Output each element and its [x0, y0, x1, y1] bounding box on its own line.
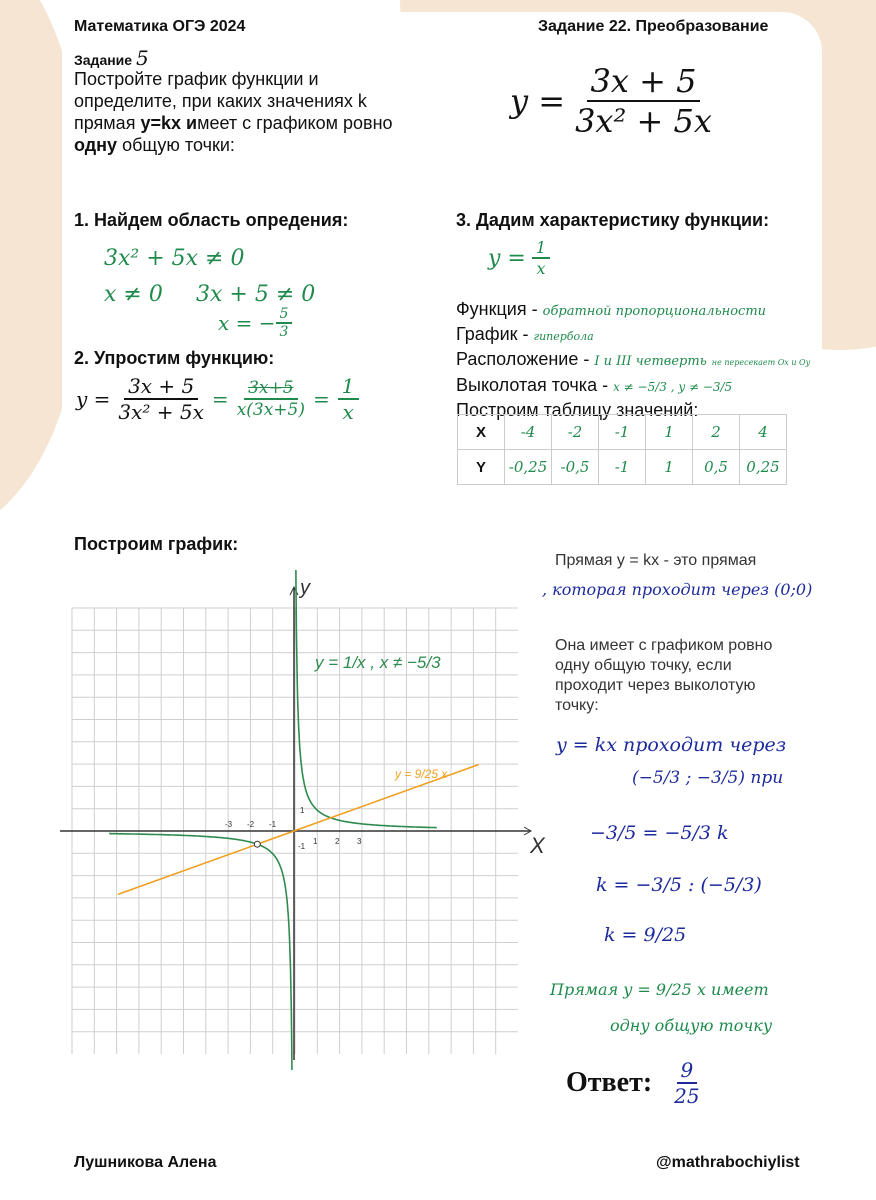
cell: X [458, 415, 505, 450]
table-title: Построим таблицу значений: [456, 400, 699, 420]
right-eq3: k = 9/25 [604, 924, 687, 946]
answer-label: Ответ: [566, 1067, 653, 1098]
table-row [458, 415, 787, 450]
domain-line-4: x = − $\frac{5}{3}$ [218, 306, 292, 340]
punctured-point [254, 841, 260, 847]
x-tick-label: -3 [225, 820, 233, 829]
char-row: Выколотая точка - x ≠ −5/3 , y ≠ −3/5 [456, 375, 733, 395]
graph-title: Построим график: [74, 534, 239, 554]
line-y-kx [118, 764, 479, 894]
section1-title: 1. Найдем область опредения: [74, 210, 349, 230]
curve-label: y = 1/x , x ≠ −5/3 [315, 653, 441, 672]
cell: -0,25 [505, 450, 552, 485]
cell: -2 [552, 415, 599, 450]
x-tick-label: -2 [247, 820, 255, 829]
cell: 1 [646, 415, 693, 450]
y-tick-label: 1 [300, 806, 305, 815]
cell: 2 [693, 415, 740, 450]
right-hw1: y = kx проходит через [556, 734, 787, 756]
y-axis-label: y [300, 577, 310, 599]
right-eq2: k = −3/5 : (−5/3) [596, 874, 762, 896]
x-tick-label: -1 [269, 820, 277, 829]
char-row: Расположение - I и III четверть не пересекает Ox и Oy [456, 349, 811, 369]
char-row: График - гипербола [456, 324, 594, 344]
y-tick-label: -1 [298, 842, 306, 851]
x-tick-label: 3 [357, 837, 362, 846]
function-type-formula: y = $\frac{1}{x}$ [488, 238, 550, 278]
char-row: Функция - обратной пропорциональности [456, 299, 767, 319]
cell: -0,5 [552, 450, 599, 485]
cell: -4 [505, 415, 552, 450]
header-left: Математика ОГЭ 2024 [74, 18, 246, 35]
values-table [457, 414, 787, 485]
table-row [458, 450, 787, 485]
section2-title: 2. Упростим функцию: [74, 348, 275, 368]
task-label: Задание 5 [74, 46, 149, 70]
hyperbola-branch-3 [109, 834, 292, 1070]
answer [566, 1058, 700, 1108]
cell: 1 [646, 450, 693, 485]
characteristics [456, 298, 810, 422]
x-tick-label: 1 [313, 837, 318, 846]
conclusion-1: Прямая y = 9/25 x имеет [550, 980, 769, 999]
simplification: y = $\frac{3x + 5}{\text{3x² + 5x}}$ = $\frac{3x+5}{x(3x+5)}$ = $\frac{1}{x}$ [76, 374, 359, 424]
main-formula: y = $\frac{3x + 5}{\text{3x² + 5x}}$ [510, 62, 712, 140]
task-text: Постройте график функции и определите, при каких значениях k прямая y=kx имеет с графиком ровно одну общую точки: [74, 69, 393, 155]
footer-handle: @mathrabochiylist [656, 1154, 800, 1171]
line-label: y = 9/25 x [395, 767, 448, 781]
right-p1-hw: , которая проходит через (0;0) [542, 580, 813, 599]
cell: 4 [740, 415, 787, 450]
conclusion-2: одну общую точку [610, 1016, 773, 1035]
hyperbola-branch-1 [296, 570, 437, 828]
footer-author: Лушникова Алена [74, 1154, 217, 1171]
section3-title: 3. Дадим характеристику функции: [456, 210, 770, 230]
right-hw2: (−5/3 ; −3/5) при [632, 768, 784, 788]
x-axis-label: X [530, 833, 545, 858]
cell: 0,5 [693, 450, 740, 485]
answer-value: $\frac{9}{25}$ [674, 1058, 700, 1108]
right-p2: Она имеет с графиком ровно одну общую точку, если проходит через выколотую точку: [555, 637, 773, 714]
cell: 0,25 [740, 450, 787, 485]
cell: -1 [599, 450, 646, 485]
domain-line-2: x ≠ 0 [104, 282, 163, 307]
x-tick-label: 2 [335, 837, 340, 846]
cell: Y [458, 450, 505, 485]
header-right: Задание 22. Преобразование [538, 18, 769, 35]
domain-line-3: 3x + 5 ≠ 0 [196, 282, 316, 307]
right-eq1: −3/5 = −5/3 k [590, 822, 729, 844]
right-p1: Прямая y = kx - это прямая [555, 552, 757, 569]
function-graph [0, 570, 560, 1070]
domain-line-1: 3x² + 5x ≠ 0 [104, 246, 245, 271]
cell: -1 [599, 415, 646, 450]
